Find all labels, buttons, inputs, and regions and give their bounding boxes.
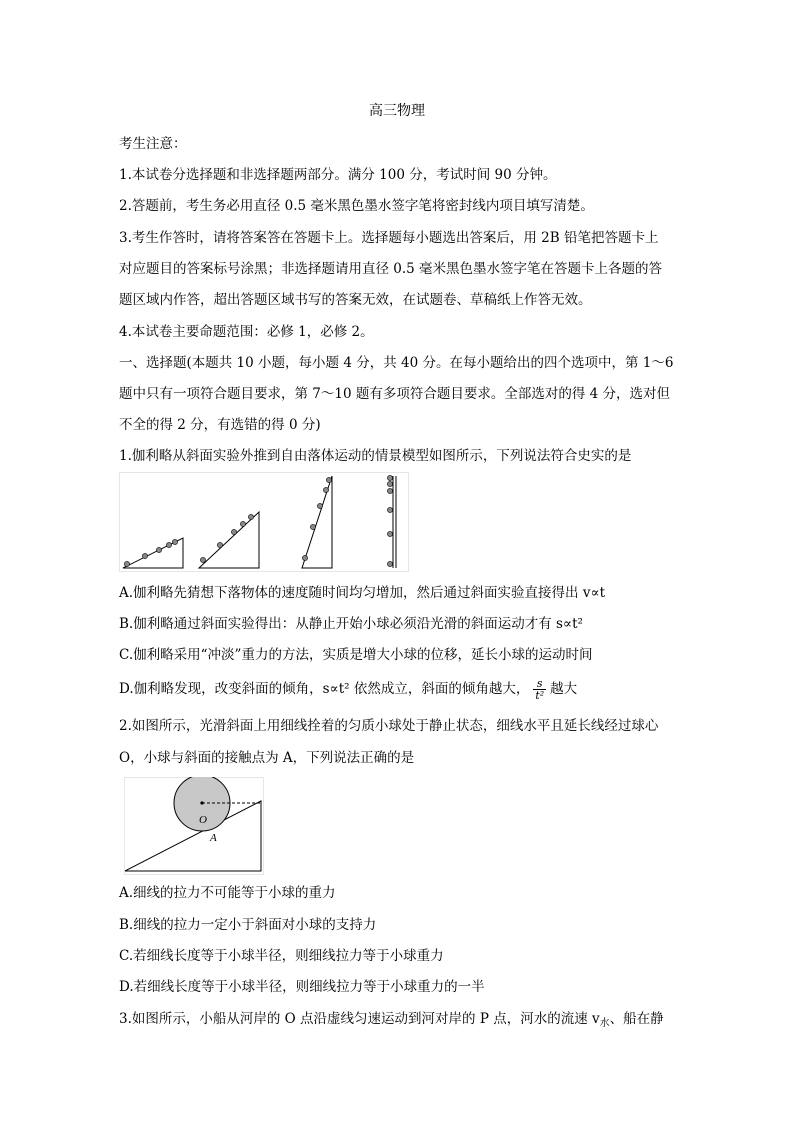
incline-2-balls	[200, 514, 253, 562]
q1-incline-figure	[119, 472, 409, 572]
q3-subscript: 水	[599, 1018, 610, 1029]
fraction-numerator: s	[533, 678, 546, 690]
notice-line-5: 题区域内作答，超出答题区域书写的答案无效，在试题卷、草稿纸上作答无效。	[119, 292, 592, 308]
label-o: O	[199, 814, 207, 826]
notice-line-6: 4.本试卷主要命题范围：必修 1，必修 2。	[119, 324, 374, 340]
q1-option-d-text: D.伽利略发现，改变斜面的倾角，s∝t² 依然成立，斜面的倾角越大，	[119, 681, 530, 697]
q1-option-c: C.伽利略采用“冲淡”重力的方法，实质是增大小球的位移，延长小球的运动时间	[119, 647, 593, 663]
section-instructions-line-2: 题中只有一项符合题目要求，第 7～10 题有多项符合题目要求。全部选对的得 4 分，选对但	[119, 386, 671, 402]
section-instructions-line-3: 不全的得 2 分，有选错的得 0 分)	[119, 417, 321, 433]
incline-1-balls	[124, 539, 177, 566]
q2-option-c: C.若细线长度等于小球半径，则细线拉力等于小球重力	[119, 948, 444, 964]
free-fall-balls	[387, 475, 392, 566]
q2-option-a: A.细线的拉力不可能等于小球的重力	[119, 885, 336, 901]
notice-line-1: 1.本试卷分选择题和非选择题两部分。满分 100 分，考试时间 90 分钟。	[119, 167, 557, 183]
incline-2	[199, 512, 259, 568]
q1-option-a: A.伽利略先猜想下落物体的速度随时间均匀增加，然后通过斜面实验直接得出 v∝t	[119, 585, 606, 601]
notice-line-4: 对应题目的答案标号涂黑；非选择题请用直径 0.5 毫米黑色墨水签字笔在答题卡上各题的答	[119, 261, 663, 277]
q2-stem-line-2: O，小球与斜面的接触点为 A，下列说法正确的是	[119, 750, 415, 766]
section-instructions-line-1: 一、选择题(本题共 10 小题，每小题 4 分，共 40 分。在每小题给出的四个选项中，第 1～6	[119, 355, 674, 371]
q1-stem: 1.伽利略从斜面实验外推到自由落体运动的情景模型如图所示，下列说法符合史实的是	[119, 448, 632, 464]
q2-stem-line-1: 2.如图所示，光滑斜面上用细线拴着的匀质小球处于静止状态，细线水平且延长线经过球心	[119, 718, 659, 734]
q3-stem	[119, 1009, 679, 1034]
center-point	[200, 801, 203, 804]
q2-option-d: D.若细线长度等于小球半径，则细线拉力等于小球重力的一半	[119, 979, 485, 995]
page-title: 高三物理	[369, 103, 425, 119]
s-over-t-squared-fraction	[533, 678, 546, 701]
vertical-wall	[393, 476, 396, 568]
q1-option-b: B.伽利略通过斜面实验得出：从静止开始小球必须沿光滑的斜面运动才有 s∝t²	[119, 616, 583, 632]
fraction-denominator: t²	[535, 689, 545, 702]
q1-option-d	[119, 676, 679, 702]
notice-line-2: 2.答题前，考生务必用直径 0.5 毫米黑色墨水签字笔将密封线内项目填写清楚。	[119, 198, 594, 214]
q2-ball-on-incline-figure	[124, 777, 264, 875]
notice-line-3: 3.考生作答时，请将答案答在答题卡上。选择题每小题选出答案后，用 2B 铅笔把答题卡上	[119, 230, 659, 246]
incline-3-balls	[302, 477, 331, 560]
q2-option-b: B.细线的拉力一定小于斜面对小球的支持力	[119, 917, 377, 933]
q1-option-d-suffix: 越大	[550, 681, 578, 697]
q3-stem-text: 3.如图所示，小船从河岸的 O 点沿虚线匀速运动到河对岸的 P 点，河水的流速 v	[119, 1011, 600, 1027]
label-a: A	[210, 832, 217, 844]
notice-heading: 考生注意：	[119, 136, 187, 152]
q3-stem-suffix: 、船在静	[609, 1011, 664, 1027]
